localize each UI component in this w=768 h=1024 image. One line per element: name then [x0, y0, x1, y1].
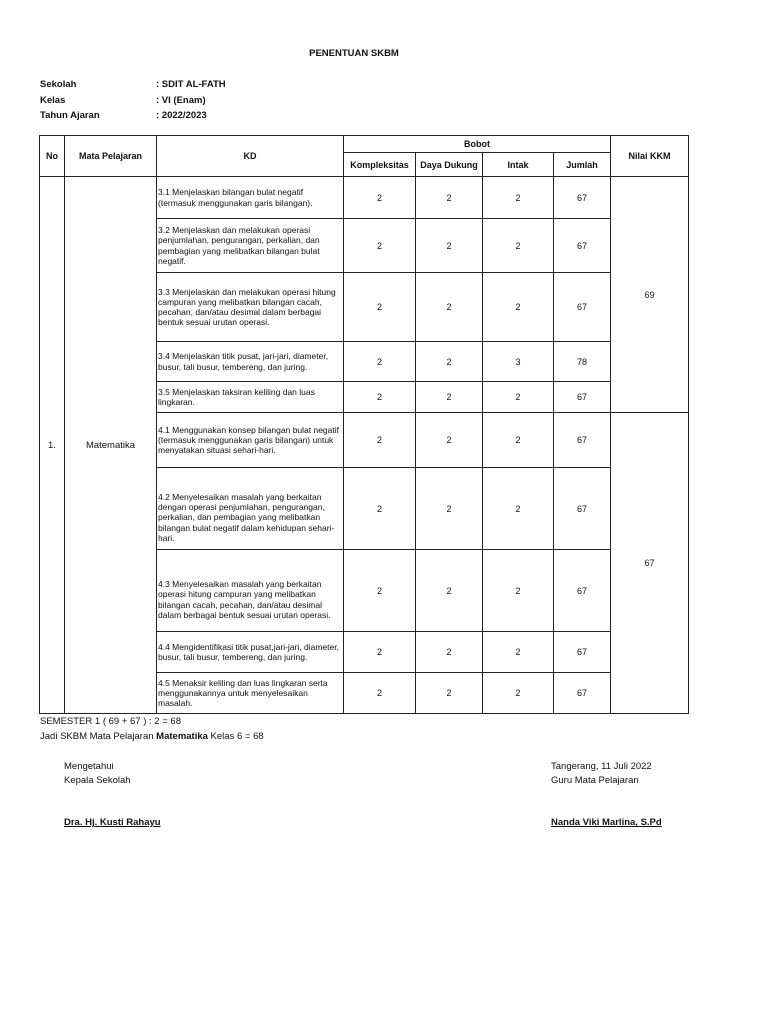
row-number: 1. — [40, 177, 65, 714]
daya-dukung-value: 2 — [416, 382, 483, 413]
jumlah-value: 67 — [554, 632, 611, 673]
kd-text: 4.4 Mengidentifikasi titik pusat,jari-jari, diameter, busur, tali busur, tembereng, dan juring. — [157, 632, 344, 673]
jumlah-value: 67 — [554, 382, 611, 413]
header-no: No — [40, 136, 65, 177]
kd-text: 4.1 Menggunakan konsep bilangan bulat negatif (termasuk menggunakan garis bilangan) untuk menyatakan situasi sehari-hari. — [157, 413, 344, 468]
kompleksitas-value: 2 — [344, 342, 416, 382]
daya-dukung-value: 2 — [416, 177, 483, 219]
daya-dukung-value: 2 — [416, 273, 483, 342]
kompleksitas-value: 2 — [344, 673, 416, 714]
jumlah-value: 67 — [554, 413, 611, 468]
kompleksitas-value: 2 — [344, 382, 416, 413]
kd-text: 3.4 Menjelaskan titik pusat, jari-jari, diameter, busur, tali busur, tembereng, dan juring. — [157, 342, 344, 382]
header-daya-dukung: Daya Dukung — [416, 153, 483, 177]
intak-value: 2 — [483, 219, 554, 273]
conclusion-prefix: Jadi SKBM Mata Pelajaran — [40, 731, 157, 742]
kd-text: 3.1 Menjelaskan bilangan bulat negatif (termasuk menggunakan garis bilangan). — [157, 177, 344, 219]
signature-right-line2: Guru Mata Pelajaran — [551, 775, 639, 786]
kd-text: 3.3 Menjelaskan dan melakukan operasi hitung campuran yang melibatkan bilangan cacah, pecahan, dan/atau desimal dalam berbagai bentuk sesuai urutan operasi. — [157, 273, 344, 342]
daya-dukung-value: 2 — [416, 632, 483, 673]
daya-dukung-value: 2 — [416, 673, 483, 714]
info-value: : VI (Enam) — [156, 94, 206, 106]
intak-value: 2 — [483, 382, 554, 413]
kompleksitas-value: 2 — [344, 632, 416, 673]
semester-line: SEMESTER 1 ( 69 + 67 ) : 2 = 68 — [40, 716, 181, 727]
kompleksitas-value: 2 — [344, 468, 416, 550]
kd-text: 3.5 Menjelaskan taksiran keliling dan luas lingkaran. — [157, 382, 344, 413]
info-value: : SDIT AL-FATH — [156, 79, 226, 90]
header-nilai-kkm: Nilai KKM — [611, 136, 689, 177]
daya-dukung-value: 2 — [416, 550, 483, 632]
jumlah-value: 67 — [554, 550, 611, 632]
signature-left-line2: Kepala Sekolah — [64, 775, 131, 786]
jumlah-value: 67 — [554, 177, 611, 219]
header-intak: Intak — [483, 153, 554, 177]
info-label: Kelas — [40, 94, 66, 106]
daya-dukung-value: 2 — [416, 413, 483, 468]
daya-dukung-value: 2 — [416, 468, 483, 550]
intak-value: 2 — [483, 550, 554, 632]
kd-text: 4.2 Menyelesaikan masalah yang berkaitan dengan operasi penjumlahan, pengurangan, perkalian, dan pembagian yang melibatkan bilangan bulat negatif dalam kehidupan sehari-hari. — [157, 468, 344, 550]
page-title: PENENTUAN SKBM — [309, 48, 399, 59]
kkm-group-1: 69 — [611, 177, 689, 413]
kd-text: 4.3 Menyelesaikan masalah yang berkaitan operasi hitung campuran yang melibatkan bilangan cacah, pecahan, dan/atau desimal dalam berbagai bentuk sesuai urutan operasi. — [157, 550, 344, 632]
signature-right-line1: Tangerang, 11 Juli 2022 — [551, 761, 652, 772]
conclusion-line — [40, 731, 264, 742]
intak-value: 2 — [483, 177, 554, 219]
kompleksitas-value: 2 — [344, 550, 416, 632]
table-row — [40, 177, 689, 219]
kompleksitas-value: 2 — [344, 219, 416, 273]
header-kd: KD — [157, 136, 344, 177]
kd-text: 4.5 Menaksir keliling dan luas lingkaran serta menggunakannya untuk menyelesaikan masalah. — [157, 673, 344, 714]
header-bobot: Bobot — [344, 136, 611, 153]
header-mata-pelajaran: Mata Pelajaran — [65, 136, 157, 177]
jumlah-value: 67 — [554, 468, 611, 550]
header-jumlah: Jumlah — [554, 153, 611, 177]
kompleksitas-value: 2 — [344, 413, 416, 468]
signature-left-name: Dra. Hj. Kusti Rahayu — [64, 817, 161, 828]
info-row-kelas — [40, 95, 226, 111]
jumlah-value: 67 — [554, 273, 611, 342]
kd-text: 3.2 Menjelaskan dan melakukan operasi penjumlahan, pengurangan, perkalian, dan pembagian yang melibatkan bilangan bulat negatif. — [157, 219, 344, 273]
intak-value: 2 — [483, 673, 554, 714]
info-row-sekolah — [40, 79, 226, 95]
info-label: Tahun Ajaran — [40, 110, 100, 121]
conclusion-suffix: Kelas 6 = 68 — [207, 731, 264, 742]
conclusion-subject: Matematika — [156, 731, 208, 742]
daya-dukung-value: 2 — [416, 219, 483, 273]
header-kompleksitas: Kompleksitas — [344, 153, 416, 177]
jumlah-value: 67 — [554, 219, 611, 273]
signature-right-name: Nanda Viki Marlina, S.Pd — [551, 817, 662, 828]
kompleksitas-value: 2 — [344, 177, 416, 219]
kkm-group-2: 67 — [611, 413, 689, 714]
intak-value: 2 — [483, 273, 554, 342]
info-label: Sekolah — [40, 79, 77, 90]
daya-dukung-value: 2 — [416, 342, 483, 382]
intak-value: 2 — [483, 413, 554, 468]
intak-value: 2 — [483, 468, 554, 550]
info-value: : 2022/2023 — [156, 110, 207, 121]
school-info — [40, 79, 226, 126]
subject-name: Matematika — [65, 177, 157, 714]
kompleksitas-value: 2 — [344, 273, 416, 342]
signature-left-line1: Mengetahui — [64, 761, 114, 772]
skbm-table — [39, 135, 689, 714]
intak-value: 3 — [483, 342, 554, 382]
jumlah-value: 67 — [554, 673, 611, 714]
intak-value: 2 — [483, 632, 554, 673]
jumlah-value: 78 — [554, 342, 611, 382]
info-row-tahun-ajaran — [40, 110, 226, 126]
